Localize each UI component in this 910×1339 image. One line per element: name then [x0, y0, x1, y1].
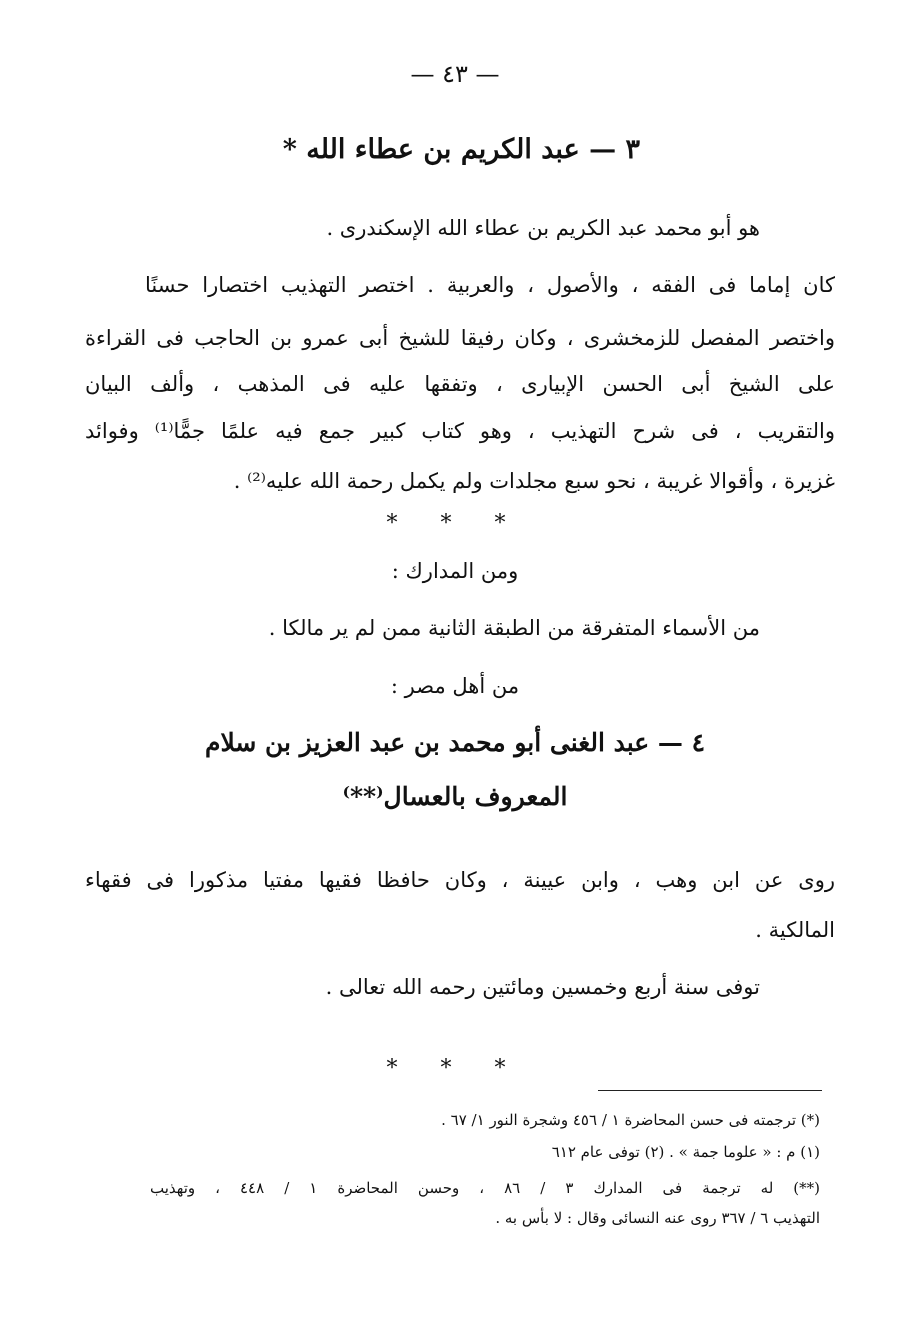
footnote: (١) م : « علوما جمة » . (٢) توفى عام ٦١٢	[551, 1143, 820, 1161]
footnote: (**) له ترجمة فى المدارك ٣ / ٨٦ ، وحسن المحاضرة ١ / ٤٤٨ ، وتهذيب	[150, 1179, 821, 1197]
footnote: (*) ترجمته فى حسن المحاضرة ١ / ٤٥٦ وشجرة النور ١/ ٦٧ .	[441, 1111, 820, 1129]
entry-3-paragraph-line: كان إماما فى الفقه ، والأصول ، والعربية . اختصر التهذيب اختصارا حسنًا	[145, 273, 835, 297]
madarik-region: من أهل مصر :	[390, 674, 520, 698]
entry-3-paragraph-line: على الشيخ أبى الحسن الإبيارى ، وتفقها عليه فى المذهب ، وألف البيان	[85, 372, 835, 396]
entry-3-title: ٣ — عبد الكريم بن عطاء الله *	[282, 134, 640, 165]
entry-4-death: توفى سنة أربع وخمسين ومائتين رحمه الله تعالى .	[325, 975, 760, 999]
end-stars: * * *	[386, 1056, 524, 1081]
footnote-rule	[598, 1090, 822, 1091]
entry-3-paragraph-line: غزيرة ، وأقوالا غريبة ، نحو سبع مجلدات ولم يكمل رحمة الله عليه⁽²⁾ .	[233, 469, 835, 493]
madarik-category: من الأسماء المتفرقة من الطبقة الثانية ممن لم ير مالكا .	[268, 616, 760, 640]
separator-stars: * * *	[386, 511, 524, 536]
madarik-label: ومن المدارك :	[391, 559, 519, 583]
entry-3-intro: هو أبو محمد عبد الكريم بن عطاء الله الإسكندرى .	[326, 216, 760, 240]
entry-4-paragraph-line: المالكية .	[755, 918, 835, 942]
entry-4-title-second-line: المعروف بالعسال⁽**⁾	[342, 782, 568, 811]
entry-4-paragraph-line: روى عن ابن وهب ، وابن عيينة ، وكان حافظا فقيها مفتيا مذكورا فى فقهاء	[85, 868, 835, 892]
page-number: — ٤٣ —	[410, 60, 500, 88]
entry-4-title: ٤ — عبد الغنى أبو محمد بن عبد العزيز بن سلام	[204, 728, 706, 757]
entry-3-paragraph-line: واختصر المفصل للزمخشرى ، وكان رفيقا للشيخ أبى عمرو بن الحاجب فى القراءة	[85, 326, 835, 350]
footnote: التهذيب ٦ / ٣٦٧ روى عنه النسائى وقال : لا بأس به .	[495, 1209, 820, 1227]
entry-3-paragraph-line: والتقريب ، فى شرح التهذيب ، وهو كتاب كبير جمع فيه علمًا جمًّا⁽¹⁾ وفوائد	[85, 419, 835, 443]
